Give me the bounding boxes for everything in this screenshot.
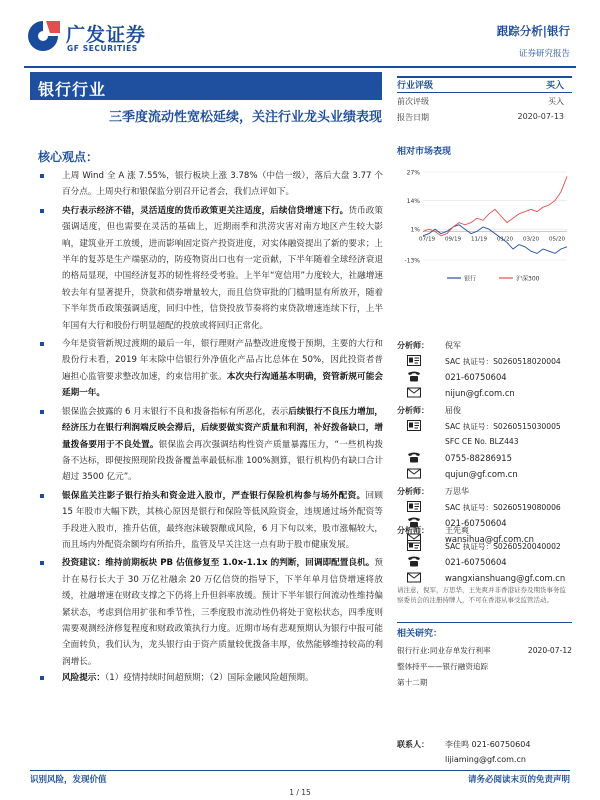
related-research-line-3[interactable]: 第十二期	[397, 678, 428, 687]
paragraph-investment-advice	[38, 555, 383, 670]
bullet-square-icon	[40, 174, 44, 178]
paragraph-npl-provision	[38, 404, 383, 486]
performance-chart-svg	[397, 160, 572, 290]
bullet-square-icon	[40, 676, 44, 680]
bullet-square-icon	[40, 410, 44, 414]
logo-chinese-name: 广发证券	[66, 24, 147, 46]
paragraph-shadow-banking	[38, 488, 383, 554]
paragraph-bold-lead: 央行表示经济不错，灵活适度的货币政策更关注适度，后续信贷增速下行。	[62, 205, 349, 216]
analyst-phone: 0755-88286915	[445, 453, 512, 463]
related-research-date: 2020-07-12	[527, 646, 572, 655]
header-right	[497, 23, 570, 59]
chart-y-tick-label: 27%	[406, 169, 420, 177]
analyst-sac-row	[397, 420, 572, 434]
report-header	[0, 0, 600, 70]
previous-rating-value: 买入	[548, 97, 564, 106]
header-divider	[24, 66, 576, 68]
analyst-email-row[interactable]	[397, 572, 572, 586]
contact-label: 联系人：	[397, 740, 429, 749]
bullet-square-icon	[40, 342, 44, 346]
analyst-label: 分析师：	[397, 406, 429, 415]
paragraph-bold-lead: 银保监关注影子银行抬头和资金进入股市，严查银行保险机构参与场外配资。	[62, 490, 366, 501]
analyst-phone: 021-60750604	[445, 372, 507, 382]
analyst-label: 分析师：	[397, 487, 429, 496]
analyst-phone: 021-60750604	[445, 557, 507, 567]
paragraph-pboc-policy	[38, 203, 383, 334]
paragraph-text: 货币政策强调适度，但也需要在灵活的基础上，近期雨季和洪涝灾害对南方地区产生较大影响，建筑业开工放缓，进而影响固定资产投资进度，对实体融资提出了新的要求；上半年的复苏是生产端驱动的，防疫物资出口也有一定贡献，下半年随着全球经济衰退的格局显现，中国经济复苏的韧性将经受考验。上半年“宽信用”力度较大，社融增速较去年有显著提升，贷款和债券增量较大，而且信贷审批的门槛明显有所放开，随着下半年货币政策强调适度，回归中性，信贷投放节奏将约束贷款增速连续下行，上半年国有大行和股份行明显超配的投放或将回归正常化。	[62, 205, 383, 331]
analyst-phone-row	[397, 556, 572, 570]
contact-email[interactable]: lijiaming@gf.com.cn	[445, 755, 526, 764]
report-date-label: 报告日期	[397, 113, 429, 122]
core-views-heading: 核心观点：	[38, 150, 99, 164]
analyst-disclaimer: 请注意，倪军，万思华，王先爽并非香港证券及期货事务监察委员会的注册持牌人，不可在香港从事受监管活动。	[397, 586, 566, 604]
rating-header-row	[397, 76, 572, 90]
sector-band	[30, 72, 382, 100]
footer-divider	[30, 770, 570, 771]
chart-x-tick-label: 07/19	[418, 236, 436, 243]
analyst-label: 分析师：	[397, 341, 429, 350]
previous-rating-label: 前次评级	[397, 97, 429, 106]
paragraph-text: （1）疫情持续时间超预期；（2）国际金融风险超预期。	[104, 673, 314, 684]
chart-x-tick-label: 05/20	[548, 236, 566, 243]
analyst-email[interactable]: nijun@gf.com.cn	[445, 388, 515, 398]
related-research-title: 相关研究：	[397, 629, 443, 639]
analyst-sac-number: SAC 执证号：S0260515030005	[445, 422, 561, 431]
chart-x-tick-label: 01/20	[496, 236, 514, 243]
paragraph-text: 回顾 15 年股市大幅下跌，其核心原因是银行和保险等低风险资金，违规通过场外配资等手段进入股市，推升估值，最终泡沫破裂酿成风险，6 月下旬以来，股市涨幅较大，而且场内外配资余额均有所抬升，监管及早关注这一点有助于股市健康发展。	[62, 490, 383, 550]
gf-logo-icon	[24, 18, 62, 52]
analyst-email[interactable]: wangxianshuang@gf.com.cn	[445, 573, 566, 583]
analyst-sac-number: SAC 执证号：S0260518020004	[445, 357, 561, 366]
footer-disclaimer-note: 请务必阅读末页的免责声明	[467, 775, 570, 785]
paragraph-text: 银保监会披露的 6 月末银行不良和拨备指标有所恶化，表示	[62, 406, 289, 417]
footer-slogan: 识别风险，发现价值	[30, 775, 107, 785]
analyst-sfc-number: SFC CE No. BLZ443	[445, 437, 519, 446]
bullet-square-icon	[40, 494, 44, 498]
chart-y-tick-label: 1%	[410, 226, 420, 234]
previous-rating-row	[397, 96, 572, 110]
chart-legend-label: 沪深300	[516, 275, 540, 283]
chart-y-tick-label: 14%	[406, 198, 420, 206]
rating-divider	[397, 92, 572, 93]
paragraph-bold-conclusion: 后续银行不良压力增加，经济压力在银行利润端反映会滞后，后续要做实资产质量和利润，补好拨备缺口，增量拨备要用于不良处置。	[62, 406, 383, 450]
bullet-square-icon	[40, 209, 44, 213]
sector-title: 银行行业	[38, 80, 107, 99]
analyst-name: 王先爽	[445, 526, 469, 535]
report-date-row	[397, 112, 572, 126]
paragraph-bold-lead: 投资建议：维持前期板块 PB 估值修复至 1.0x-1.1x 的判断，回调即配置良机。	[62, 558, 375, 569]
paragraph-text: 今年是资管新规过渡期的最后一年，银行理财产品整改进度慢于预期，主要的大行和股份行未看，2019 年末除中信银行外净值化产品占比总体在 50%，因此投资者普遍担心监管要求整改加速，约束信用扩张。	[62, 339, 383, 382]
gf-securities-logo	[24, 18, 174, 54]
phone-icon	[407, 371, 421, 382]
analyst-email[interactable]: wansihua@gf.com.cn	[445, 534, 534, 544]
paragraph-text: 预计在易行长大于 30 万亿社融余 20 万亿信贷的指导下，下半年单月信贷增速将放缓，社融增速在财政支撑之下仍将上升但斜率放缓。预计下半年银行间流动性维持偏紧状态，考虑到信用扩张和季节性，三季度股市流动性仍将处于宽松状态，四季度则需要观测经济修复程度和财政政策执行力度。近期市场有悲观预期认为银行中报可能全面转负，我们认为，龙头银行由于资产质量较优拨备丰厚，依然能够维持较高的利润增长。	[62, 558, 383, 667]
paragraph-text-continued: 银保监会再次强调结构性资产质量暴露压力，“一些机构拨备不达标，即便按照现阶段拨备覆盖率最低标准 100%测算，银行机构仍有缺口合计超过 3500 亿元”。	[62, 439, 383, 483]
logo-english-name: GF SECURITIES	[67, 44, 138, 53]
chart-legend-label: 银行	[464, 275, 477, 283]
page-number: 1 / 15	[289, 788, 311, 797]
analyst-name: 倪军	[445, 341, 461, 350]
bullet-square-icon	[40, 561, 44, 565]
id-card-icon	[407, 540, 421, 551]
related-research-line-2[interactable]: 整体持平——银行融资追踪	[397, 662, 489, 671]
email-icon	[407, 572, 421, 583]
contact-block	[397, 739, 572, 769]
analyst-phone-row	[397, 371, 572, 385]
paragraph-bold-lead: 风险提示：	[62, 673, 105, 684]
report-date-value: 2020-07-13	[517, 112, 564, 121]
report-type-label: 证券研究报告	[518, 49, 570, 59]
id-card-icon	[407, 420, 421, 431]
chart-y-tick-label: -13%	[404, 257, 420, 265]
id-card-icon	[407, 355, 421, 366]
analyst-email-row[interactable]	[397, 387, 572, 401]
rating-value: 买入	[545, 81, 564, 91]
chart-series-line-2	[423, 176, 567, 235]
analyst-sac-number: SAC 执证号：S0260520040002	[445, 542, 561, 551]
relative-performance-chart	[397, 160, 572, 290]
related-top-divider	[397, 622, 572, 623]
email-icon	[407, 468, 421, 479]
report-track-label: 跟踪分析|银行	[496, 24, 570, 38]
paragraph-market-summary	[38, 168, 383, 201]
contact-phone: 李佳鸣 021-60750604	[445, 740, 531, 749]
analyst-sac-row	[397, 355, 572, 369]
analyst-sac-row	[397, 540, 572, 554]
analyst-name: 万思华	[445, 487, 469, 496]
paragraph-asset-management	[38, 336, 383, 402]
paragraph-risk-warning	[38, 670, 383, 686]
analyst-email[interactable]: qujun@gf.com.cn	[445, 469, 518, 479]
analyst-sfc-row	[397, 436, 572, 450]
phone-icon	[407, 556, 421, 567]
chart-x-tick-label: 03/20	[522, 236, 540, 243]
analyst-name: 屈俊	[445, 406, 461, 415]
analyst-phone: 021-60750604	[445, 518, 507, 528]
report-title: 三季度流动性宽松延续，关注行业龙头业绩表现	[108, 110, 382, 125]
core-views-body	[38, 168, 383, 687]
market-performance-title: 相对市场表现	[397, 147, 452, 157]
analyst-label: 分析师：	[397, 526, 429, 535]
phone-icon	[407, 452, 421, 463]
paragraph-text: 上周 Wind 全 A 涨 7.55%，银行板块上涨 3.78%（中信一级），落后大盘 3.77 个百分点。上周央行和银保监分别召开记者会，我们点评如下。	[62, 171, 383, 198]
analyst-phone-row	[397, 452, 572, 466]
email-icon	[407, 387, 421, 398]
analyst-sac-row	[397, 501, 572, 515]
related-research-line-1[interactable]: 银行行业:同业存单发行利率	[397, 646, 491, 655]
paragraph-bold-conclusion: 本次央行沟通基本明确，资管新规可能会延期一年。	[62, 371, 383, 399]
analyst-sac-number: SAC 执证号：S0260519080006	[445, 503, 561, 512]
rating-label: 行业评级	[397, 81, 434, 91]
chart-x-tick-label: 09/19	[444, 236, 462, 243]
analyst-email-row[interactable]	[397, 468, 572, 482]
related-research-item[interactable]	[397, 643, 572, 691]
chart-x-tick-label: 11/19	[470, 236, 488, 243]
id-card-icon	[407, 501, 421, 512]
